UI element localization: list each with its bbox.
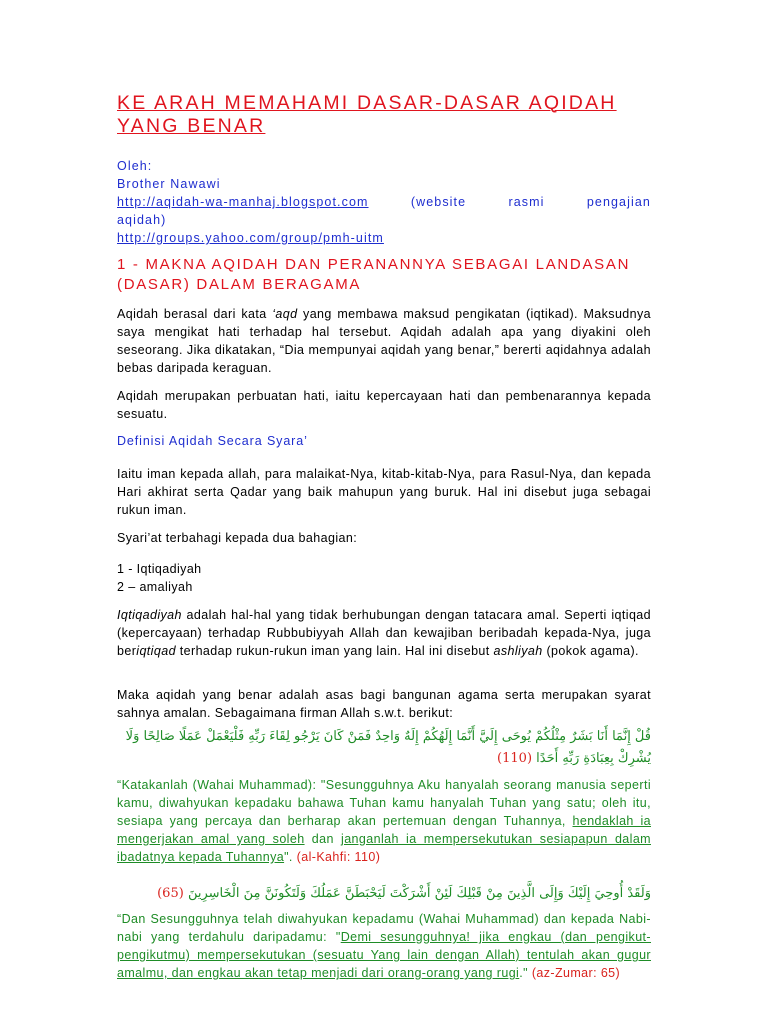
arabic-verse-zumar: وَلَقَدْ أُوحِيَ إِلَيْكَ وَإِلَى الَّذِينَ مِنْ قَبْلِكَ لَئِنْ أَشْرَكْتَ لَيَحْبَطَنَّ عَمَلُكَ وَلَتَكُونَنَّ مِنَ الْخَاسِرِينَ (65) [157, 886, 651, 901]
website-note-1: (website [410, 195, 467, 209]
list-item: 1 - Iqtiqadiyah [117, 562, 202, 576]
verse-number: (65) [157, 886, 184, 901]
paragraph-aqidah-meaning: Aqidah berasal dari kata ‘aqd yang membawa maksud pengikatan (iqtikad). Maksudnya saya mengikat hati terhadap hal tersebut. Aqidah adalah apa yang diyakini oleh seseorang. Jika dikatakan, “Dia mempunyai aqidah yang benar,” bererti aqidahnya adalah bebas daripada keraguan. [117, 307, 652, 375]
paragraph-definition: Iaitu iman kepada allah, para malaikat-Nya, kitab-kitab-Nya, para Rasul-Nya, dan kepada Hari akhirat serta Qadar yang baik mahupun yang buruk. Hal ini disebut juga sebagai rukun iman. [117, 467, 651, 517]
group-link[interactable]: http://groups.yahoo.com/group/pmh-uitm [117, 231, 384, 245]
blog-link[interactable]: http://aqidah-wa-manhaj.blogspot.com [117, 195, 369, 209]
website-note-4: aqidah) [117, 213, 167, 227]
author-info [117, 157, 651, 247]
syariat-list [117, 560, 651, 596]
document-title: KE ARAH MEMAHAMI DASAR-DASAR AQIDAH YANG BENAR [117, 92, 617, 137]
website-note-3: pengajian [586, 195, 651, 209]
translation-zumar: “Dan Sesungguhnya telah diwahyukan kepadamu (Wahai Muhammad) dan kepada Nabi-nabi yang terdahulu daripadamu: "Demi sesungguhnya! jika engkau (dan pengikut-pengikutmu) mempersekutukan (sesuatu Yang lain dengan Allah) tentulah akan gugur amalmu, dan engkau akan tetap menjadi dari orang-orang yang rugi." (az-Zumar: 65) [117, 912, 651, 980]
verse-number: (110) [497, 751, 533, 766]
translation-kahfi: “Katakanlah (Wahai Muhammad): "Sesungguhnya Aku hanyalah seorang manusia seperti kamu, diwahyukan kepadaku bahawa Tuhan kamu hanyalah Tuhan yang satu; oleh itu, sesiapa yang percaya dan berharap akan pertemuan dengan Tuhannya, hendaklah ia mengerjakan amal yang soleh dan janganlah ia mempersekutukan sesiapapun dalam ibadatnya kepada Tuhannya". (al-Kahfi: 110) [117, 778, 651, 864]
verse-reference: (al-Kahfi: 110) [292, 850, 381, 864]
list-item: 2 – amaliyah [117, 580, 193, 594]
subheading-definition: Definisi Aqidah Secara Syara’ [117, 434, 308, 448]
paragraph-iqtiqadiyah: Iqtiqadiyah adalah hal-hal yang tidak berhubungan dengan tatacara amal. Seperti iqtiqad (kepercayaan) terhadap Rubbubiyyah Allah dan kewajiban beribadah kepada-Nya, juga beriqtiqad terhadap rukun-rukun iman yang lain. Hal ini disebut ashliyah (pokok agama). [117, 608, 651, 658]
website-line [117, 193, 651, 211]
author-label: Oleh: [117, 159, 153, 173]
paragraph-syariat: Syari’at terbahagi kepada dua bahagian: [117, 531, 358, 545]
arabic-verse-kahfi: قُلْ إِنَّمَا أَنَا بَشَرٌ مِثْلُكُمْ يُوحَى إِلَيَّ أَنَّمَا إِلَهُكُمْ إِلَهٌ وَاحِدٌ فَمَنْ كَانَ يَرْجُو لِقَاءَ رَبِّهِ فَلْيَعْمَلْ عَمَلًا صَالِحًا وَلَا يُشْرِكْ بِعِبَادَةِ رَبِّهِ أَحَدًا (110) [125, 729, 651, 766]
author-name: Brother Nawawi [117, 177, 221, 191]
website-note-2: rasmi [508, 195, 545, 209]
paragraph-aqidah-act: Aqidah merupakan perbuatan hati, iaitu kepercayaan hati dan pembenarannya kepada sesuatu. [117, 389, 651, 421]
paragraph-foundation: Maka aqidah yang benar adalah asas bagi bangunan agama serta merupakan syarat sahnya amalan. Sebagaimana firman Allah s.w.t. berikut: [117, 688, 651, 720]
section-heading: 1 - MAKNA AQIDAH DAN PERANANNYA SEBAGAI LANDASAN (DASAR) DALAM BERAGAMA [117, 256, 631, 293]
verse-reference: (az-Zumar: 65) [527, 966, 621, 980]
